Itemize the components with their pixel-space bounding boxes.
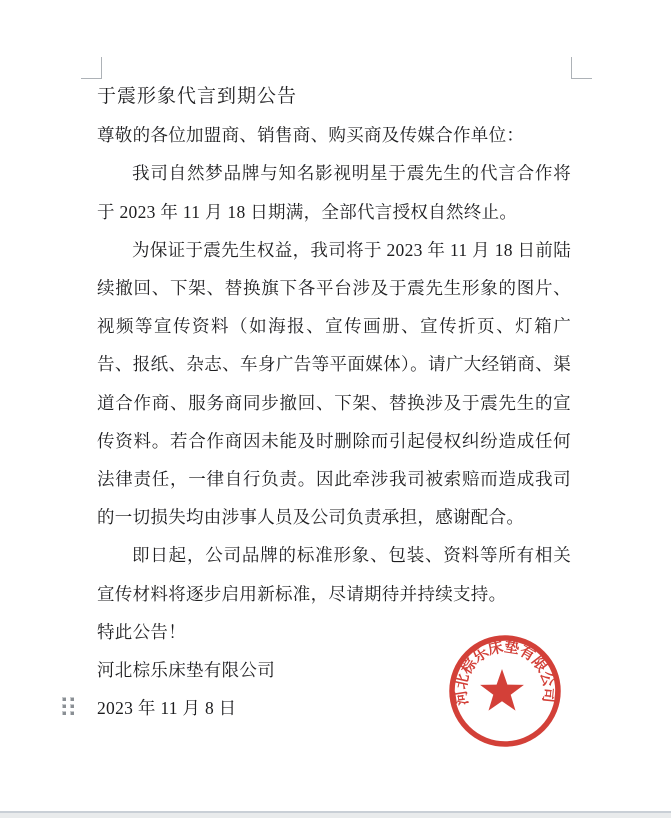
margin-crop-mark-top-left: [81, 57, 102, 79]
signature-company[interactable]: 河北棕乐床垫有限公司: [97, 660, 275, 681]
salutation-line[interactable]: 尊敬的各位加盟商、销售商、购买商及传媒合作单位：: [97, 125, 525, 146]
signature-date[interactable]: 2023 年 11 月 8 日: [97, 698, 237, 719]
paragraph-expiry[interactable]: 我司自然梦品牌与知名影视明星于震先生的代言合作将于 2023 年 11 月 18 日期满，全部代言授权自然终止。: [97, 163, 571, 222]
document-title[interactable]: 于震形象代言到期公告: [97, 86, 298, 107]
paragraph-removal[interactable]: 为保证于震先生权益，我司将于 2023 年 11 月 18 日前陆续撤回、下架、替换旗下各平台涉及于震先生形象的图片、视频等宣传资料（如海报、宣传画册、宣传折页、灯箱广告、报纸、杂志、车身广告等平面媒体）。请广大经销商、渠道合作商、服务商同步撤回、下架、替换涉及于震先生的宣传资料。若合作商因未能及时删除而引起侵权纠纷造成任何法律责任，一律自行负责。因此牵涉我司被索赔而造成我司的一切损失均由涉事人员及公司负责承担，感谢配合。: [97, 239, 571, 528]
seal-ring-text: 河北棕乐床垫有限公司: [453, 639, 557, 707]
closing-line[interactable]: 特此公告！: [97, 621, 186, 642]
object-anchor-marks: [62, 697, 75, 717]
paragraph-new-standard[interactable]: 即日起，公司品牌的标准形象、包装、资料等所有相关宣传材料将逐步启用新标准，尽请期待并持续支持。: [97, 545, 571, 604]
margin-crop-mark-top-right: [571, 57, 592, 79]
document-body: [97, 78, 571, 727]
